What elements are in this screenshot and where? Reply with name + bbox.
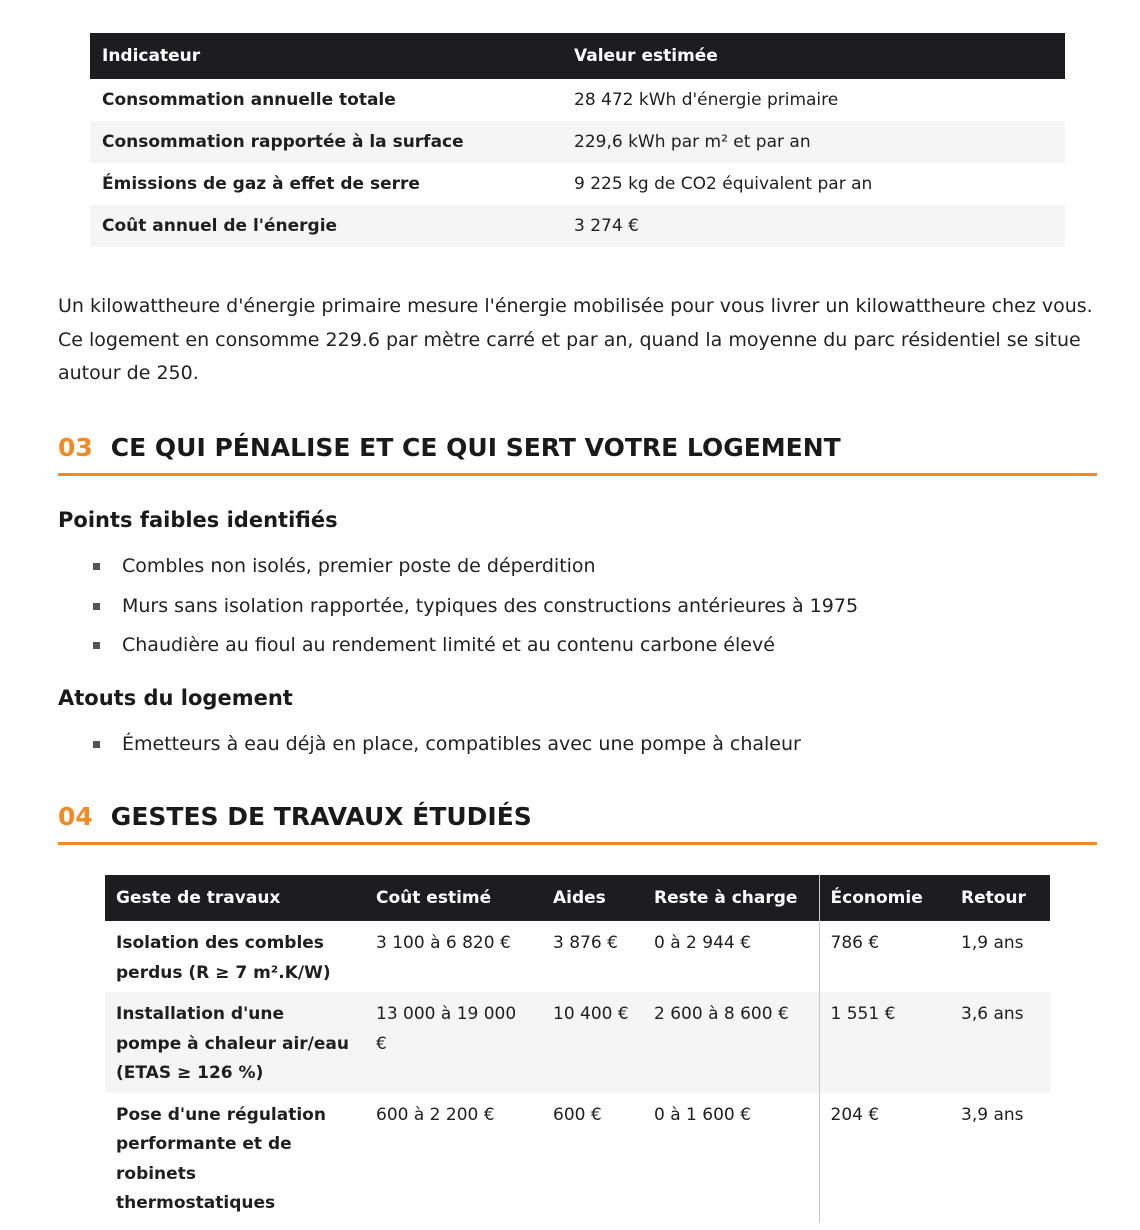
cost-cell: 600 à 2 200 € xyxy=(376,1104,495,1125)
section-title: GESTES DE TRAVAUX ÉTUDIÉS xyxy=(110,802,532,831)
list-item-text: Combles non isolés, premier poste de déperdition xyxy=(122,555,596,577)
indicator-value: 229,6 kWh par m² et par an xyxy=(562,121,1065,163)
aid-cell: 600 € xyxy=(553,1104,602,1125)
table-header-row xyxy=(105,875,1050,921)
table-row xyxy=(105,1093,1050,1223)
list-item-text: Émetteurs à eau déjà en place, compatibles avec une pompe à chaleur xyxy=(122,733,801,755)
section-number: 03 xyxy=(58,433,93,462)
section-heading-04 xyxy=(58,802,1097,845)
payback-cell: 3,6 ans xyxy=(950,992,1050,1093)
list-item xyxy=(93,731,801,771)
aid-cell: 10 400 € xyxy=(542,992,643,1093)
list-item-text: Chaudière au fioul au rendement limité et au contenu carbone élevé xyxy=(122,634,775,656)
list-item-text: Murs sans isolation rapportée, typiques des constructions antérieures à 1975 xyxy=(122,594,859,617)
work-label: Isolation des combles perdus (R ≥ 7 m².K/W) xyxy=(116,933,331,983)
indicator-label: Consommation rapportée à la surface xyxy=(90,121,562,163)
table-header-row xyxy=(90,33,1065,79)
indicators-table xyxy=(90,33,1065,247)
column-header: Aides xyxy=(542,875,643,921)
column-header: Coût estimé xyxy=(365,875,542,921)
indicator-label: Coût annuel de l'énergie xyxy=(90,205,562,247)
savings-cell: 1 551 € xyxy=(819,992,950,1093)
table-row xyxy=(105,992,1050,1093)
column-header: Retour xyxy=(950,875,1050,921)
table-row xyxy=(90,205,1065,247)
savings-cell: 204 € xyxy=(819,1093,950,1223)
weak-points-heading: Points faibles identifiés xyxy=(58,508,338,532)
payback-cell: 3,9 ans xyxy=(961,1104,1024,1125)
payback-cell: 1,9 ans xyxy=(961,933,1024,953)
weak-points-list xyxy=(93,553,858,672)
remaining-cell: 2 600 à 8 600 € xyxy=(643,992,819,1093)
aid-cell: 3 876 € xyxy=(553,933,618,953)
indicator-label: Émissions de gaz à effet de serre xyxy=(102,174,420,194)
column-header: Valeur estimée xyxy=(562,33,1065,79)
section-number: 04 xyxy=(58,802,93,831)
remaining-cell: 0 à 2 944 € xyxy=(654,933,751,953)
indicator-value: 3 274 € xyxy=(562,205,1065,247)
list-item xyxy=(93,632,858,672)
cost-cell: 13 000 à 19 000 € xyxy=(365,992,542,1093)
table-row xyxy=(90,79,1065,121)
work-label: Installation d'une pompe à chaleur air/eau (ETAS ≥ 126 %) xyxy=(105,992,365,1093)
table-row xyxy=(105,921,1050,992)
indicator-label: Consommation annuelle totale xyxy=(102,90,396,110)
remaining-cell: 0 à 1 600 € xyxy=(654,1104,751,1125)
column-header: Indicateur xyxy=(90,33,562,79)
list-item xyxy=(93,593,858,633)
explanation-paragraph: Un kilowattheure d'énergie primaire mesure l'énergie mobilisée pour vous livrer un kilowattheure chez vous. Ce logement en consomme 229.6 par mètre carré et par an, quand la moyenne du parc résidentiel se situe autour de 250. xyxy=(58,295,1093,384)
bullet-icon xyxy=(93,603,100,610)
strengths-list xyxy=(93,731,801,771)
section-title: CE QUI PÉNALISE ET CE QUI SERT VOTRE LOGEMENT xyxy=(110,433,841,462)
strengths-heading: Atouts du logement xyxy=(58,686,293,710)
work-label: Pose d'une régulation performante et de robinets thermostatiques xyxy=(116,1104,326,1213)
table-row xyxy=(90,163,1065,205)
column-header: Reste à charge xyxy=(643,875,819,921)
cost-cell: 3 100 à 6 820 € xyxy=(376,933,511,953)
bullet-icon xyxy=(93,741,100,748)
indicator-value: 28 472 kWh d'énergie primaire xyxy=(574,90,839,110)
column-header: Geste de travaux xyxy=(105,875,365,921)
indicator-value: 9 225 kg de CO2 équivalent par an xyxy=(574,174,873,194)
list-item xyxy=(93,553,858,593)
savings-cell: 786 € xyxy=(819,921,950,992)
works-table xyxy=(105,875,1050,1223)
bullet-icon xyxy=(93,563,100,570)
bullet-icon xyxy=(93,642,100,649)
section-heading-03 xyxy=(58,433,1097,476)
column-header: Économie xyxy=(819,875,950,921)
table-row xyxy=(90,121,1065,163)
